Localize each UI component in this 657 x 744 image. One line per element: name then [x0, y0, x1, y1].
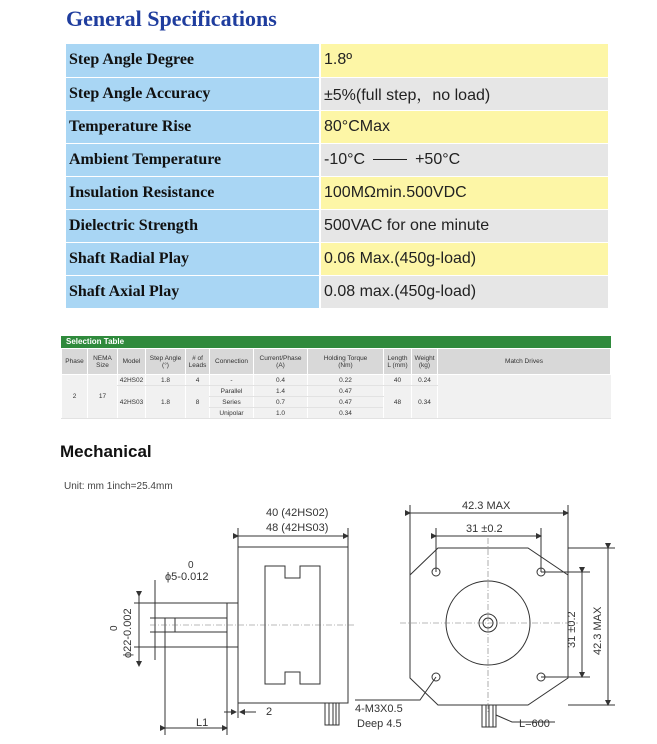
l1-label: L1 — [196, 717, 209, 729]
cell-length: 40 — [384, 375, 412, 386]
boss-tol: 0 — [109, 625, 120, 631]
col-torque: Holding Torque (Nm) — [308, 349, 384, 375]
col-model: Model — [118, 349, 146, 375]
col-weight: Weight (kg) — [412, 349, 438, 375]
cell-weight: 0.34 — [412, 386, 438, 419]
boss-dia-label: ϕ22-0.002 — [122, 608, 134, 658]
col-current: Current/Phase (A) — [254, 349, 308, 375]
gap-label: 2 — [266, 706, 273, 718]
cell-step: 1.8 — [146, 386, 186, 419]
cell-step: 1.8 — [146, 375, 186, 386]
cell-phase: 2 — [62, 375, 88, 419]
deep-label: Deep 4.5 — [357, 718, 402, 730]
dim-length-b: 48 (42HS03) — [266, 522, 329, 534]
cell-torque: 0.34 — [308, 408, 384, 419]
shaft-dia-label: ϕ5-0.012 — [165, 571, 209, 583]
col-connection: Connection — [210, 349, 254, 375]
cell-connection: Unipolar — [210, 408, 254, 419]
spec-value: 80°CMax — [320, 110, 608, 143]
spec-label: Ambient Temperature — [66, 143, 320, 176]
units-note: Unit: mm 1inch=25.4mm — [64, 481, 173, 492]
spec-value: 1.8º — [320, 44, 608, 77]
spec-label: Step Angle Accuracy — [66, 77, 320, 110]
spec-label: Shaft Axial Play — [66, 275, 320, 308]
spec-label: Temperature Rise — [66, 110, 320, 143]
col-length: Length L (mm) — [384, 349, 412, 375]
cell-model: 42HS02 — [118, 375, 146, 386]
hole-spacing-v-label: 31 ±0.2 — [566, 611, 578, 648]
ambient-high: +50°C — [415, 150, 461, 168]
col-phase: Phase — [62, 349, 88, 375]
spec-label: Dielectric Strength — [66, 209, 320, 242]
spec-value: ±5%(full step，no load) — [320, 77, 608, 110]
col-step-angle: Step Angle (°) — [146, 349, 186, 375]
col-nema: NEMA Size — [88, 349, 118, 375]
spec-value: 0.06 Max.(450g-load) — [320, 242, 608, 275]
spec-value: 0.08 max.(450g-load) — [320, 275, 608, 308]
col-leads: # of Leads — [186, 349, 210, 375]
lead-length-label: L=600 — [519, 718, 550, 730]
width-max-label: 42.3 MAX — [462, 500, 511, 512]
height-max-label: 42.3 MAX — [592, 606, 604, 655]
cell-connection: - — [210, 375, 254, 386]
page-title: General Specifications — [66, 6, 277, 31]
spec-label: Insulation Resistance — [66, 176, 320, 209]
cell-length: 48 — [384, 386, 412, 419]
screw-leader — [355, 677, 436, 700]
cell-leads: 4 — [186, 375, 210, 386]
lead-wires-side — [325, 703, 339, 725]
cell-connection: Parallel — [210, 386, 254, 397]
cell-torque: 0.47 — [308, 397, 384, 408]
cell-torque: 0.22 — [308, 375, 384, 386]
cell-current: 0.7 — [254, 397, 308, 408]
cell-weight: 0.24 — [412, 375, 438, 386]
cell-current: 1.0 — [254, 408, 308, 419]
spec-value: 100MΩmin.500VDC — [320, 176, 608, 209]
cell-current: 0.4 — [254, 375, 308, 386]
ambient-low: -10°C — [324, 150, 366, 168]
screw-label: 4-M3X0.5 — [355, 703, 403, 715]
dim-length-a: 40 (42HS02) — [266, 507, 329, 519]
hole-spacing-label: 31 ±0.2 — [466, 523, 503, 535]
selection-table-title: Selection Table — [61, 336, 611, 348]
cell-leads: 8 — [186, 386, 210, 419]
cell-connection: Series — [210, 397, 254, 408]
cell-current: 1.4 — [254, 386, 308, 397]
spec-label: Shaft Radial Play — [66, 242, 320, 275]
cell-torque: 0.47 — [308, 386, 384, 397]
spec-value: 500VAC for one minute — [320, 209, 608, 242]
spec-label: Step Angle Degree — [66, 44, 320, 77]
cell-nema: 17 — [88, 375, 118, 419]
col-match-drives: Match Drives — [438, 349, 611, 375]
mechanical-heading: Mechanical — [60, 442, 152, 461]
shaft-tol: 0 — [188, 560, 194, 571]
cell-model: 42HS03 — [118, 386, 146, 419]
